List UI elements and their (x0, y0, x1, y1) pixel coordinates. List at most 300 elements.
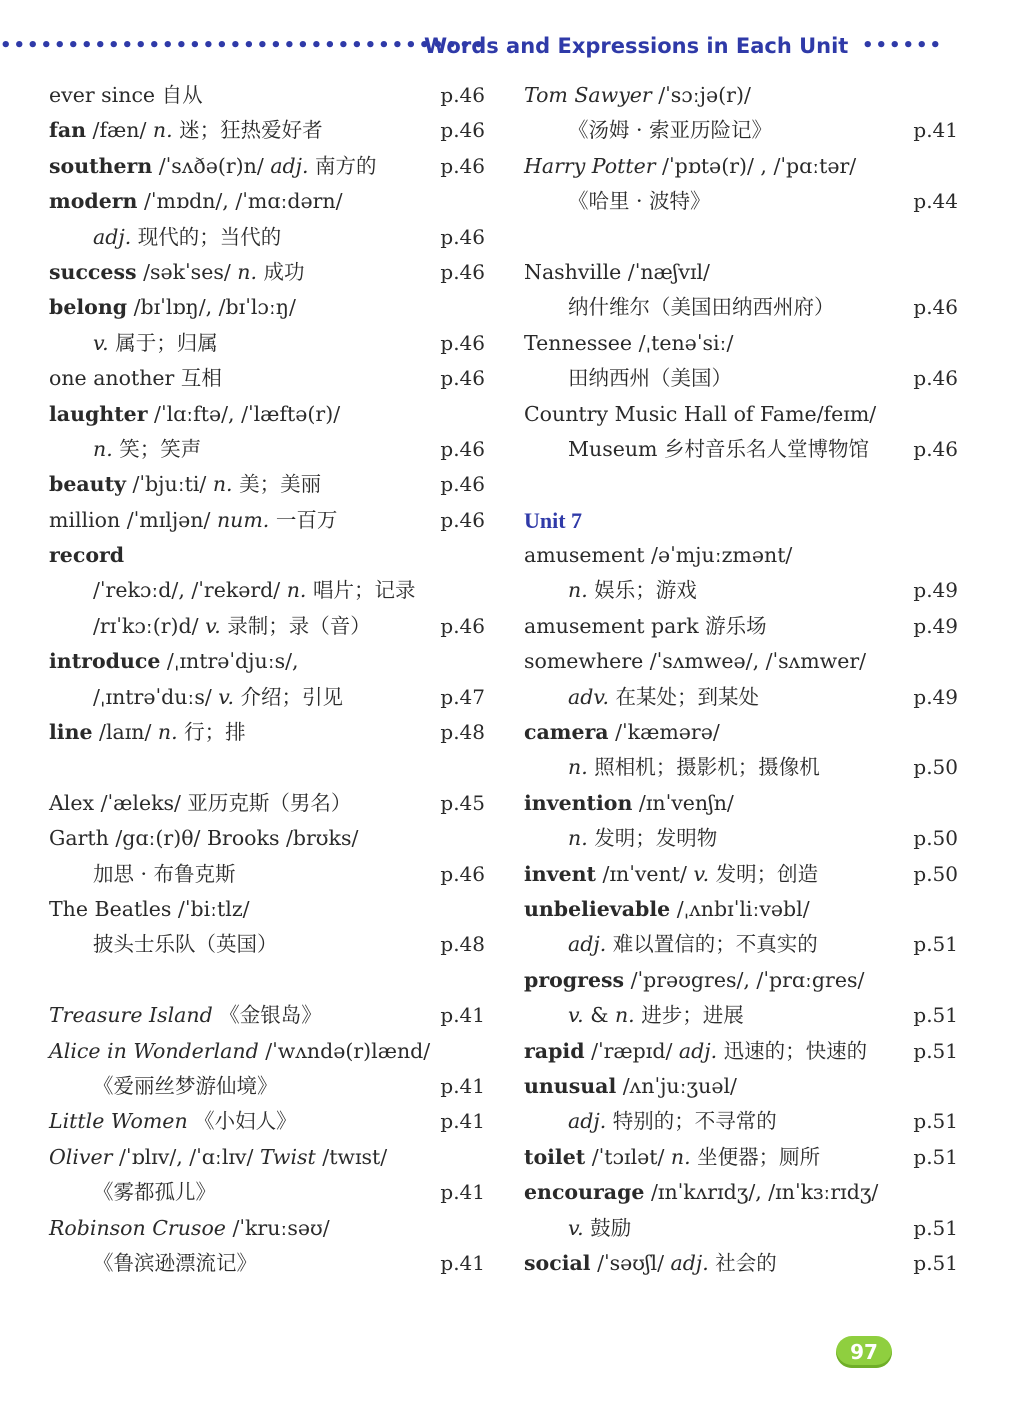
vocab-line (524, 927, 962, 962)
vocab-text (93, 1175, 216, 1210)
italic-text: n. (93, 436, 113, 461)
plain-text: /fæn/ (86, 118, 153, 143)
vocab-text (524, 78, 751, 113)
plain-text: 《哈里 · 波特》 (568, 189, 711, 214)
plain-text: /ˈkruːsəʊ/ (225, 1215, 330, 1240)
plain-text: Garth /gɑː(r)θ/ Brooks /brʊks/ (49, 826, 359, 851)
vocab-line (49, 680, 491, 715)
vocab-line (524, 1211, 962, 1246)
plain-text: /ˈbjuːti/ (125, 472, 213, 497)
vocab-text (49, 290, 296, 325)
plain-text: /rɪˈkɔː(r)d/ (93, 613, 206, 638)
page-reference: p.46 (440, 507, 485, 532)
plain-text: /bɪˈlɒŋ/, /bɪˈlɔːŋ/ (127, 295, 296, 320)
vocab-line (49, 1246, 491, 1281)
plain-text: 迅速的；快速的 (717, 1038, 868, 1063)
headword: modern (49, 189, 138, 214)
page-reference: p.51 (913, 1144, 958, 1169)
page-header-title: Words and Expressions in Each Unit (424, 34, 849, 58)
plain-text: 《汤姆 · 索亚历险记》 (568, 118, 773, 143)
vocab-line (524, 290, 962, 325)
plain-text: 娱乐；游戏 (587, 578, 697, 603)
right-word-column (524, 78, 962, 1281)
page-reference: p.41 (913, 118, 958, 143)
headword: camera (524, 720, 609, 745)
page-reference: p.50 (913, 826, 958, 851)
vocab-line (49, 857, 491, 892)
vocab-line (49, 573, 491, 608)
vocab-text (524, 963, 864, 998)
plain-text: 《鲁滨逊漂流记》 (93, 1250, 257, 1275)
plain-text: /ˈlɑːftə/, /ˈlæftə(r)/ (147, 401, 341, 426)
vocab-text (568, 290, 835, 325)
page-reference: p.44 (913, 189, 958, 214)
vocab-text (524, 503, 582, 539)
vocab-text (524, 326, 733, 361)
page-reference: p.51 (913, 1250, 958, 1275)
plain-text: /ˈprəʊgres/, /ˈprɑːgres/ (624, 967, 865, 992)
vocab-text (524, 538, 792, 573)
page-reference: p.51 (913, 1215, 958, 1240)
italic-text: adv. (568, 684, 610, 709)
plain-text: /ˈtɔɪlət/ (585, 1144, 671, 1169)
plain-text: 介绍；引见 (233, 684, 343, 709)
vocab-line (49, 1211, 491, 1246)
spacer-line (49, 963, 491, 998)
plain-text: /ɪnˈvenʃn/ (632, 790, 734, 815)
vocab-line (49, 1104, 491, 1139)
headword: progress (524, 967, 625, 992)
vocab-text (93, 857, 236, 892)
vocab-text (524, 1140, 820, 1175)
page-reference: p.51 (913, 1003, 958, 1028)
plain-text: 南方的 (308, 153, 377, 178)
plain-text: /səkˈses/ (136, 259, 238, 284)
vocab-text (49, 821, 358, 856)
italic-text: v. (568, 1003, 584, 1028)
vocab-text (49, 786, 351, 821)
vocab-line (49, 609, 491, 644)
vocab-text (568, 927, 818, 962)
vocab-line (524, 1034, 962, 1069)
page-reference: p.50 (913, 755, 958, 780)
headword: line (49, 720, 93, 745)
vocab-text (49, 255, 305, 290)
italic-text: adj. (93, 224, 132, 249)
vocab-line (524, 184, 962, 219)
italic-text: n. (152, 118, 173, 143)
vocab-text (524, 786, 734, 821)
spacer-line (49, 750, 491, 785)
vocab-text (49, 503, 337, 538)
vocab-text (524, 609, 767, 644)
vocab-line (49, 786, 491, 821)
plain-text: one another 互相 (49, 366, 222, 391)
plain-text: /ˈpɒtə(r)/ , /ˈpɑːtər/ (655, 153, 857, 178)
vocab-text (568, 184, 711, 219)
plain-text: Tennessee /ˌtenəˈsiː/ (524, 330, 734, 355)
plain-text: /ˈkæmərə/ (608, 720, 720, 745)
vocab-line (49, 184, 491, 219)
italic-text: v. (205, 613, 221, 638)
italic-text: v. (568, 1215, 584, 1240)
plain-text: /ɪnˈkʌrɪdʒ/, /ɪnˈkɜːrɪdʒ/ (644, 1180, 879, 1205)
page-reference: p.46 (913, 295, 958, 320)
vocab-line (524, 821, 962, 856)
plain-text: 社会的 (708, 1250, 777, 1275)
plain-text: 发明；发明物 (587, 826, 718, 851)
italic-text: n. (568, 826, 588, 851)
plain-text: amusement /əˈmjuːzmənt/ (524, 543, 793, 568)
plain-text: /twɪst/ (315, 1144, 388, 1169)
vocab-line (49, 538, 491, 573)
headword: laughter (49, 401, 148, 426)
vocab-line (524, 538, 962, 573)
vocab-line (49, 927, 491, 962)
vocab-line (49, 361, 491, 396)
vocab-text (93, 326, 218, 361)
headword: success (49, 259, 137, 284)
vocab-text (93, 680, 343, 715)
plain-text: /ˈræpɪd/ (584, 1038, 679, 1063)
plain-text: 照相机；摄影机；摄像机 (587, 755, 820, 780)
plain-text: Nashville /ˈnæʃvɪl/ (524, 259, 710, 284)
vocab-text (568, 1211, 631, 1246)
plain-text: amusement park 游乐场 (524, 613, 767, 638)
italic-text: Little Women (49, 1109, 188, 1134)
vocab-line (524, 1104, 962, 1139)
vocab-text (524, 1069, 737, 1104)
italic-text: adj. (568, 932, 607, 957)
italic-text: v. (93, 330, 109, 355)
italic-text: Treasure Island (49, 1003, 213, 1028)
plain-text: 笑；笑声 (112, 436, 202, 461)
page-reference: p.51 (913, 1038, 958, 1063)
headword: unbelievable (524, 896, 671, 921)
vocab-line (524, 750, 962, 785)
plain-text: somewhere /ˈsʌmweə/, /ˈsʌmwer/ (524, 649, 867, 674)
plain-text: ever since 自从 (49, 83, 203, 107)
vocab-text (568, 680, 759, 715)
headword: invent (524, 861, 597, 886)
vocab-text (93, 1069, 278, 1104)
vocab-line (49, 290, 491, 325)
headword: record (49, 543, 125, 568)
vocab-line (524, 573, 962, 608)
page-reference: p.46 (440, 224, 485, 249)
vocab-line (49, 113, 491, 148)
vocab-text (49, 1211, 330, 1246)
page-reference: p.49 (913, 684, 958, 709)
vocab-text (524, 397, 876, 432)
italic-text: Harry Potter (524, 153, 656, 178)
page-reference: p.49 (913, 578, 958, 603)
headword: unusual (524, 1073, 617, 1098)
plain-text: Alex /ˈæleks/ 亚历克斯（男名） (49, 790, 352, 815)
plain-text: 行；排 (177, 720, 246, 745)
plain-text: 田纳西州（美国） (568, 366, 732, 391)
vocab-line (524, 1140, 962, 1175)
plain-text: 现代的；当代的 (131, 224, 282, 249)
header-dots-right: •••••• (862, 35, 944, 56)
page-reference: p.41 (440, 1180, 485, 1205)
vocab-text (524, 1246, 777, 1281)
vocab-text (524, 1175, 878, 1210)
vocab-line (49, 715, 491, 750)
plain-text: Country Music Hall of Fame/feɪm/ (524, 401, 877, 426)
page-reference: p.46 (440, 436, 485, 461)
vocab-text (49, 78, 203, 113)
italic-text: n. (157, 720, 178, 745)
vocab-text (49, 184, 343, 219)
vocab-line (49, 326, 491, 361)
vocab-text (49, 361, 222, 396)
vocab-text (524, 149, 856, 184)
vocab-text (568, 113, 772, 148)
vocab-text (49, 113, 323, 148)
page-reference: p.51 (913, 1109, 958, 1134)
plain-text: 发明；创造 (709, 861, 819, 886)
vocab-line (524, 1246, 962, 1281)
page-reference: p.47 (440, 684, 485, 709)
vocab-text (49, 1140, 387, 1175)
vocab-line (524, 1175, 962, 1210)
page-reference: p.48 (440, 720, 485, 745)
headword: toilet (524, 1144, 586, 1169)
vocab-text (49, 644, 299, 679)
vocab-line (524, 786, 962, 821)
vocab-text (568, 750, 820, 785)
vocab-line (524, 255, 962, 290)
plain-text: 难以置信的；不真实的 (606, 932, 818, 957)
vocab-line (49, 397, 491, 432)
italic-text: n. (568, 578, 588, 603)
vocab-text (93, 609, 371, 644)
vocab-text (568, 821, 717, 856)
vocab-line (49, 467, 491, 502)
vocab-line (524, 78, 962, 113)
italic-text: adj. (670, 1250, 709, 1275)
plain-text: /ˌʌnbɪˈliːvəbl/ (670, 896, 810, 921)
vocab-text (49, 715, 246, 750)
plain-text: /ˈsʌðə(r)n/ (152, 153, 271, 178)
vocab-line (524, 397, 962, 432)
italic-text: v. (693, 861, 710, 886)
page-reference: p.41 (440, 1073, 485, 1098)
vocab-text (49, 1104, 297, 1139)
vocab-text (93, 927, 278, 962)
plain-text: 鼓励 (583, 1215, 632, 1240)
vocab-line (524, 857, 962, 892)
vocab-text (524, 644, 866, 679)
spacer-line (524, 467, 962, 502)
vocab-text (524, 857, 818, 892)
vocab-line (524, 998, 962, 1033)
page-reference: p.50 (913, 861, 958, 886)
vocab-line (49, 1140, 491, 1175)
headword: southern (49, 153, 153, 178)
vocab-line (49, 149, 491, 184)
plain-text: 《雾都孤儿》 (93, 1180, 216, 1205)
vocab-line (524, 609, 962, 644)
vocab-line (524, 715, 962, 750)
vocab-line (49, 998, 491, 1033)
page-reference: p.41 (440, 1250, 485, 1275)
italic-text: num. (216, 507, 270, 532)
vocab-line (524, 963, 962, 998)
headword: social (524, 1250, 591, 1275)
vocab-text (568, 998, 744, 1033)
plain-text: /ˈrekɔːd/, /ˈrekərd/ (93, 578, 287, 603)
plain-text: 《金银岛》 (212, 1003, 322, 1028)
italic-text: n. (212, 472, 233, 497)
plain-text: 坐便器；厕所 (690, 1144, 821, 1169)
italic-text: Robinson Crusoe (49, 1215, 226, 1240)
plain-text: 唱片；记录 (306, 578, 416, 603)
page-reference: p.45 (440, 790, 485, 815)
vocab-text (568, 432, 869, 467)
vocab-text (568, 573, 697, 608)
header-dots-left: •••••••••••••••••••••••••••••••••••• (0, 35, 487, 56)
plain-text: /ˌɪntrəˈduːs/ (93, 684, 219, 709)
italic-text: n. (237, 259, 258, 284)
italic-text: Oliver (49, 1144, 113, 1169)
page-reference: p.48 (440, 932, 485, 957)
plain-text: 《小妇人》 (187, 1109, 297, 1134)
italic-text: adj. (270, 153, 309, 178)
page-reference: p.46 (440, 366, 485, 391)
plain-text: 属于；归属 (108, 330, 218, 355)
page-reference: p.41 (440, 1003, 485, 1028)
page-reference: p.41 (440, 1109, 485, 1134)
plain-text: 成功 (257, 259, 305, 284)
vocab-line (49, 1034, 491, 1069)
vocab-text (568, 1104, 777, 1139)
plain-text: /ˈwʌndə(r)lænd/ (258, 1038, 431, 1063)
page-reference: p.46 (440, 153, 485, 178)
page-reference: p.46 (440, 83, 485, 107)
vocab-text (93, 573, 416, 608)
page-reference: p.46 (440, 613, 485, 638)
plain-text: 录制；录（音） (220, 613, 371, 638)
headword: invention (524, 790, 633, 815)
vocab-line (524, 680, 962, 715)
plain-text: 特别的；不寻常的 (606, 1109, 777, 1134)
headword: fan (49, 118, 87, 143)
vocab-line (49, 432, 491, 467)
page-reference: p.46 (440, 259, 485, 284)
page-reference: p.46 (440, 472, 485, 497)
left-word-column (49, 78, 491, 1281)
page-reference: p.49 (913, 613, 958, 638)
vocab-line (524, 361, 962, 396)
italic-text: adj. (568, 1109, 607, 1134)
vocab-text (93, 220, 281, 255)
vocab-text (49, 1034, 430, 1069)
plain-text: Museum 乡村音乐名人堂博物馆 (568, 436, 870, 461)
vocab-text (93, 432, 201, 467)
vocab-text (49, 892, 250, 927)
italic-text: n. (568, 755, 588, 780)
vocab-text (524, 255, 710, 290)
plain-text: & (583, 1003, 615, 1028)
plain-text: /laɪn/ (92, 720, 158, 745)
vocab-line (49, 78, 491, 113)
plain-text: 一百万 (269, 507, 338, 532)
vocab-text (49, 538, 124, 573)
vocab-text (524, 715, 720, 750)
plain-text: 《爱丽丝梦游仙境》 (93, 1073, 278, 1098)
vocab-line (49, 892, 491, 927)
page-reference: p.46 (440, 330, 485, 355)
plain-text: /ɪnˈvent/ (596, 861, 694, 886)
italic-text: n. (286, 578, 307, 603)
vocab-line (524, 892, 962, 927)
plain-text: /ʌnˈjuːʒuəl/ (616, 1073, 737, 1098)
vocab-line (49, 1069, 491, 1104)
vocab-text (568, 361, 732, 396)
plain-text: 披头士乐队（英国） (93, 932, 278, 957)
italic-text: adj. (678, 1038, 718, 1063)
vocab-text (524, 1034, 867, 1069)
headword: beauty (49, 472, 126, 497)
vocab-line (49, 503, 491, 538)
vocab-line (524, 149, 962, 184)
plain-text: The Beatles /ˈbiːtlz/ (49, 896, 250, 921)
italic-text: n. (670, 1144, 691, 1169)
italic-text: Alice in Wonderland (49, 1038, 259, 1063)
unit-heading: Unit 7 (524, 507, 583, 533)
vocab-line (524, 113, 962, 148)
headword: rapid (524, 1038, 585, 1063)
vocab-line (524, 432, 962, 467)
italic-text: v. (218, 684, 234, 709)
plain-text: 迷；狂热爱好者 (172, 118, 323, 143)
page-number-badge: 97 (836, 1336, 892, 1368)
plain-text: 进步；进展 (634, 1003, 744, 1028)
vocab-text (524, 892, 810, 927)
plain-text: million /ˈmɪljən/ (49, 507, 217, 532)
vocab-text (49, 397, 340, 432)
vocab-line (49, 255, 491, 290)
plain-text: /ˈsɔːjə(r)/ (651, 83, 751, 107)
vocab-text (49, 149, 377, 184)
headword: belong (49, 295, 128, 320)
vocab-line (524, 503, 962, 538)
vocab-text (49, 998, 322, 1033)
vocab-line (524, 326, 962, 361)
vocab-text (93, 1246, 257, 1281)
plain-text: 加思 · 布鲁克斯 (93, 861, 236, 886)
vocab-line (49, 1175, 491, 1210)
page-reference: p.46 (913, 366, 958, 391)
spacer-line (524, 220, 962, 255)
plain-text: /ˈmɒdn/, /ˈmɑːdərn/ (137, 189, 343, 214)
vocab-line (49, 644, 491, 679)
italic-text: Twist (259, 1144, 316, 1169)
page-reference: p.46 (913, 436, 958, 461)
vocab-line (49, 821, 491, 856)
plain-text: 在某处；到某处 (609, 684, 760, 709)
page-reference: p.46 (440, 861, 485, 886)
vocab-line (524, 644, 962, 679)
italic-text: n. (614, 1003, 635, 1028)
headword: introduce (49, 649, 161, 674)
page-reference: p.51 (913, 932, 958, 957)
headword: encourage (524, 1180, 645, 1205)
page-reference: p.46 (440, 118, 485, 143)
plain-text: /ˈɒlɪv/, /ˈɑːlɪv/ (112, 1144, 260, 1169)
